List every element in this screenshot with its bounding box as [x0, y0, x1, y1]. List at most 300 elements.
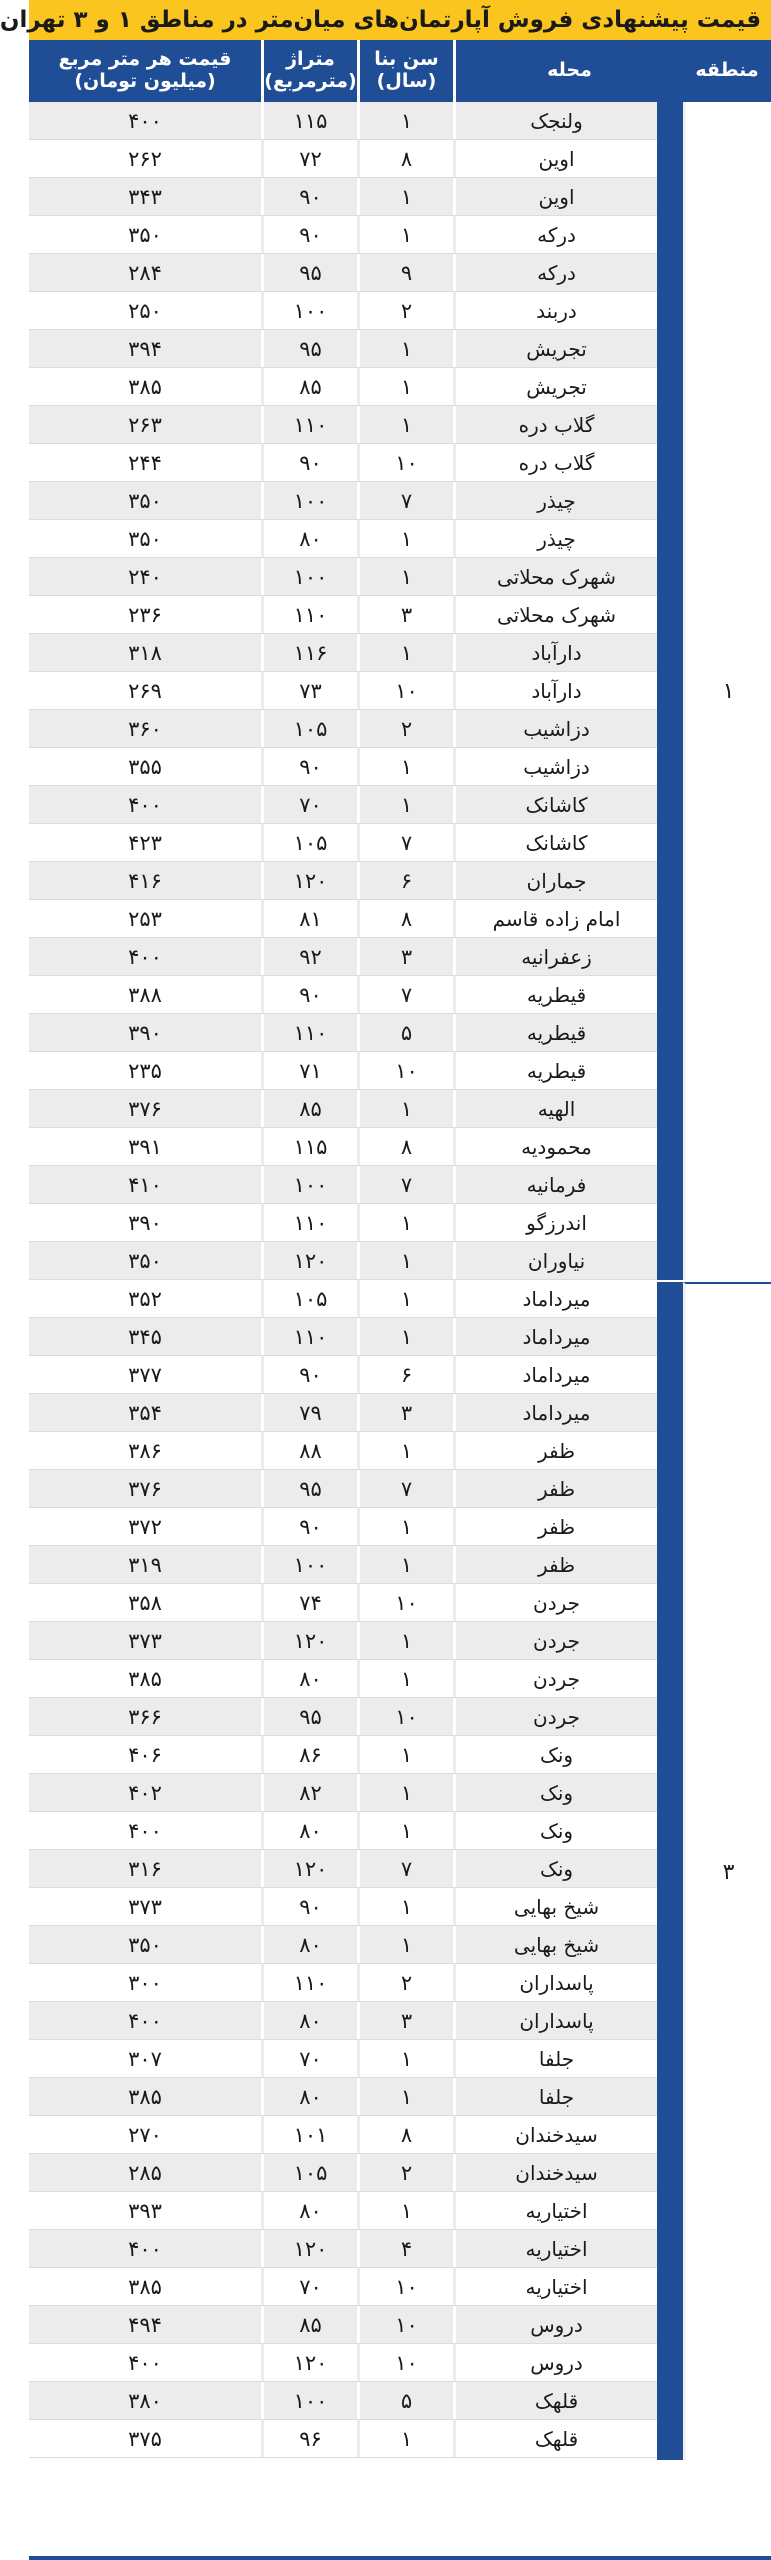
age-cell: ۹	[357, 254, 453, 291]
age-cell: ۱	[357, 748, 453, 785]
area-cell: ۱۲۰	[261, 862, 357, 899]
age-cell: ۱	[357, 102, 453, 139]
area-cell: ۹۰	[261, 216, 357, 253]
area-cell: ۸۲	[261, 1774, 357, 1811]
area-cell: ۱۰۰	[261, 1166, 357, 1203]
table-row	[29, 1052, 657, 1090]
age-cell: ۴	[357, 2230, 453, 2267]
price-cell: ۳۷۲	[128, 1514, 162, 1539]
age-cell: ۱	[357, 330, 453, 367]
age-cell: ۱	[357, 2078, 453, 2115]
table-row	[29, 2268, 657, 2306]
neighborhood-cell: ونک	[453, 1850, 657, 1887]
price-cell: ۳۹۰	[128, 1210, 162, 1235]
neighborhood-cell: اختیاریه	[453, 2192, 657, 2229]
area-cell: ۱۰۰	[261, 558, 357, 595]
header-neighborhood	[453, 40, 683, 102]
area-cell: ۱۰۰	[261, 292, 357, 329]
price-cell: ۳۷۶	[128, 1096, 162, 1121]
area-cell: ۷۴	[261, 1584, 357, 1621]
table-row	[29, 2192, 657, 2230]
price-cell: ۴۰۰	[128, 944, 162, 969]
header-area-line2: (مترمربع)	[264, 70, 357, 92]
table-row	[29, 1736, 657, 1774]
area-cell: ۹۰	[261, 444, 357, 481]
neighborhood-cell: دروس	[453, 2306, 657, 2343]
neighborhood-cell: شیخ بهایی	[453, 1926, 657, 1963]
price-cell: ۳۵۵	[128, 754, 162, 779]
table-row	[29, 1964, 657, 2002]
table-row	[29, 1850, 657, 1888]
area-cell: ۱۱۰	[261, 596, 357, 633]
area-cell: ۹۰	[261, 1888, 357, 1925]
area-cell: ۱۰۵	[261, 2154, 357, 2191]
age-cell: ۱۰	[357, 672, 453, 709]
table-row	[29, 1204, 657, 1242]
neighborhood-cell: اختیاریه	[453, 2230, 657, 2267]
age-cell: ۱	[357, 2040, 453, 2077]
table-row	[29, 1014, 657, 1052]
age-cell: ۷	[357, 824, 453, 861]
age-cell: ۱	[357, 178, 453, 215]
age-cell: ۷	[357, 1470, 453, 1507]
area-cell: ۱۰۰	[261, 1546, 357, 1583]
price-cell: ۳۸۵	[128, 2084, 162, 2109]
age-cell: ۱۰	[357, 1052, 453, 1089]
area-cell: ۸۰	[261, 2078, 357, 2115]
price-cell: ۳۸۸	[128, 982, 162, 1007]
age-cell: ۳	[357, 1394, 453, 1431]
price-cell: ۳۵۰	[128, 222, 162, 247]
age-cell: ۷	[357, 1850, 453, 1887]
area-cell: ۱۱۶	[261, 634, 357, 671]
price-cell: ۳۸۶	[128, 1438, 162, 1463]
price-cell: ۳۹۰	[128, 1020, 162, 1045]
neighborhood-cell: میرداماد	[453, 1318, 657, 1355]
header-area	[261, 40, 357, 102]
area-cell: ۱۰۵	[261, 824, 357, 861]
price-cell: ۳۴۵	[128, 1324, 162, 1349]
age-cell: ۱	[357, 1660, 453, 1697]
price-cell: ۳۵۲	[128, 1286, 162, 1311]
area-cell: ۷۰	[261, 2268, 357, 2305]
age-cell: ۱۰	[357, 2306, 453, 2343]
neighborhood-cell: زعفرانیه	[453, 938, 657, 975]
neighborhood-cell: قلهک	[453, 2382, 657, 2419]
zone-1-label: ۱	[722, 678, 735, 704]
age-cell: ۳	[357, 596, 453, 633]
table-row	[29, 824, 657, 862]
price-cell: ۳۴۳	[128, 184, 162, 209]
price-cell: ۳۵۴	[128, 1400, 162, 1425]
area-cell: ۹۰	[261, 976, 357, 1013]
header-area-line1: متراژ	[286, 48, 335, 71]
price-cell: ۳۸۰	[128, 2388, 162, 2413]
price-cell: ۳۰۷	[128, 2046, 162, 2071]
area-cell: ۸۰	[261, 520, 357, 557]
table-row	[29, 976, 657, 1014]
neighborhood-cell: ظفر	[453, 1546, 657, 1583]
neighborhood-cell: قیطریه	[453, 976, 657, 1013]
age-cell: ۸	[357, 900, 453, 937]
table-row	[29, 1812, 657, 1850]
price-cell: ۲۶۲	[128, 146, 162, 171]
zone-3-strip	[657, 1282, 683, 2460]
neighborhood-cell: گلاب دره	[453, 444, 657, 481]
table-row	[29, 2078, 657, 2116]
header-price-line2: (میلیون تومان)	[74, 70, 216, 92]
price-cell: ۴۰۰	[128, 1818, 162, 1843]
area-cell: ۹۵	[261, 254, 357, 291]
price-cell: ۳۷۳	[128, 1628, 162, 1653]
table-row	[29, 2306, 657, 2344]
table-row	[29, 710, 657, 748]
table-row	[29, 1166, 657, 1204]
table-row	[29, 1470, 657, 1508]
price-cell: ۴۹۴	[128, 2312, 162, 2337]
price-cell: ۲۷۰	[128, 2122, 162, 2147]
age-cell: ۱	[357, 634, 453, 671]
table-row	[29, 900, 657, 938]
price-cell: ۴۰۰	[128, 2008, 162, 2033]
age-cell: ۲	[357, 1964, 453, 2001]
table-row	[29, 216, 657, 254]
neighborhood-cell: شهرک محلاتی	[453, 596, 657, 633]
table-row	[29, 330, 657, 368]
table-row	[29, 1356, 657, 1394]
age-cell: ۱۰	[357, 1584, 453, 1621]
area-cell: ۹۵	[261, 1470, 357, 1507]
price-cell: ۳۶۰	[128, 716, 162, 741]
neighborhood-cell: جلفا	[453, 2040, 657, 2077]
area-cell: ۷۳	[261, 672, 357, 709]
table-row	[29, 2344, 657, 2382]
neighborhood-cell: اوین	[453, 178, 657, 215]
area-cell: ۱۰۰	[261, 482, 357, 519]
age-cell: ۱	[357, 1280, 453, 1317]
table-row	[29, 1926, 657, 1964]
neighborhood-cell: قیطریه	[453, 1014, 657, 1051]
price-cell: ۴۲۳	[128, 830, 162, 855]
table-row	[29, 1546, 657, 1584]
area-cell: ۸۵	[261, 2306, 357, 2343]
table-row	[29, 406, 657, 444]
age-cell: ۱	[357, 1622, 453, 1659]
price-cell: ۳۶۶	[128, 1704, 162, 1729]
neighborhood-cell: دزاشیب	[453, 710, 657, 747]
age-cell: ۷	[357, 976, 453, 1013]
header-neighborhood-label: محله	[547, 59, 592, 82]
age-cell: ۵	[357, 2382, 453, 2419]
age-cell: ۱	[357, 558, 453, 595]
neighborhood-cell: جماران	[453, 862, 657, 899]
table-row	[29, 444, 657, 482]
age-cell: ۱	[357, 1204, 453, 1241]
table-row	[29, 1888, 657, 1926]
neighborhood-cell: دزاشیب	[453, 748, 657, 785]
age-cell: ۶	[357, 862, 453, 899]
area-cell: ۸۰	[261, 1812, 357, 1849]
table-row	[29, 254, 657, 292]
price-cell: ۳۷۶	[128, 1476, 162, 1501]
table-row	[29, 292, 657, 330]
price-cell: ۲۳۵	[128, 1058, 162, 1083]
neighborhood-cell: دروس	[453, 2344, 657, 2381]
neighborhood-cell: اوین	[453, 140, 657, 177]
price-cell: ۳۵۰	[128, 1248, 162, 1273]
area-cell: ۹۵	[261, 1698, 357, 1735]
area-cell: ۷۹	[261, 1394, 357, 1431]
age-cell: ۱	[357, 1774, 453, 1811]
neighborhood-cell: جردن	[453, 1622, 657, 1659]
area-cell: ۹۰	[261, 1508, 357, 1545]
zone-3-cell	[683, 1282, 771, 2460]
age-cell: ۶	[357, 1356, 453, 1393]
age-cell: ۱	[357, 1242, 453, 1279]
zone-1-cell	[683, 102, 771, 1280]
price-cell: ۲۴۴	[128, 450, 162, 475]
zone-1-strip	[657, 102, 683, 1280]
price-cell: ۴۰۰	[128, 2236, 162, 2261]
neighborhood-cell: شهرک محلاتی	[453, 558, 657, 595]
table-row	[29, 2040, 657, 2078]
neighborhood-cell: ونک	[453, 1736, 657, 1773]
price-cell: ۳۸۵	[128, 1666, 162, 1691]
area-cell: ۸۰	[261, 1660, 357, 1697]
neighborhood-cell: پاسداران	[453, 2002, 657, 2039]
neighborhood-cell: نیاوران	[453, 1242, 657, 1279]
age-cell: ۱	[357, 1926, 453, 1963]
neighborhood-cell: دربند	[453, 292, 657, 329]
table-row	[29, 2002, 657, 2040]
table-row	[29, 786, 657, 824]
price-cell: ۳۷۳	[128, 1894, 162, 1919]
area-cell: ۸۱	[261, 900, 357, 937]
area-cell: ۱۱۰	[261, 1014, 357, 1051]
age-cell: ۲	[357, 710, 453, 747]
table-row	[29, 558, 657, 596]
price-cell: ۳۰۰	[128, 1970, 162, 1995]
table-row	[29, 634, 657, 672]
age-cell: ۱	[357, 520, 453, 557]
area-cell: ۸۰	[261, 1926, 357, 1963]
neighborhood-cell: جلفا	[453, 2078, 657, 2115]
neighborhood-cell: تجریش	[453, 330, 657, 367]
table-row	[29, 1090, 657, 1128]
neighborhood-cell: امام زاده قاسم	[453, 900, 657, 937]
age-cell: ۱	[357, 1736, 453, 1773]
neighborhood-cell: جردن	[453, 1698, 657, 1735]
price-cell: ۴۰۶	[128, 1742, 162, 1767]
price-cell: ۴۰۲	[128, 1780, 162, 1805]
table-row	[29, 2116, 657, 2154]
area-cell: ۱۱۰	[261, 1318, 357, 1355]
age-cell: ۱	[357, 1432, 453, 1469]
table-row	[29, 1660, 657, 1698]
table-row	[29, 178, 657, 216]
age-cell: ۸	[357, 140, 453, 177]
neighborhood-cell: چیذر	[453, 520, 657, 557]
neighborhood-cell: شیخ بهایی	[453, 1888, 657, 1925]
area-cell: ۹۰	[261, 1356, 357, 1393]
neighborhood-cell: اندرزگو	[453, 1204, 657, 1241]
price-cell: ۲۵۰	[128, 298, 162, 323]
age-cell: ۳	[357, 938, 453, 975]
area-cell: ۱۱۰	[261, 1204, 357, 1241]
price-cell: ۲۶۹	[128, 678, 162, 703]
table-row	[29, 1128, 657, 1166]
price-cell: ۲۳۶	[128, 602, 162, 627]
table-row	[29, 102, 657, 140]
header-age-line1: سن بنا	[374, 48, 439, 71]
area-cell: ۱۲۰	[261, 1242, 357, 1279]
age-cell: ۱	[357, 406, 453, 443]
table-row	[29, 1584, 657, 1622]
age-cell: ۱	[357, 1090, 453, 1127]
price-cell: ۳۸۵	[128, 2274, 162, 2299]
neighborhood-cell: میرداماد	[453, 1394, 657, 1431]
zone-3-label: ۳	[722, 1859, 735, 1885]
table-row	[29, 2230, 657, 2268]
price-cell: ۳۹۱	[128, 1134, 162, 1159]
price-cell: ۳۱۸	[128, 640, 162, 665]
area-cell: ۱۲۰	[261, 1850, 357, 1887]
area-cell: ۹۰	[261, 748, 357, 785]
table-row	[29, 938, 657, 976]
table-row	[29, 368, 657, 406]
area-cell: ۹۲	[261, 938, 357, 975]
age-cell: ۷	[357, 1166, 453, 1203]
neighborhood-cell: اختیاریه	[453, 2268, 657, 2305]
area-cell: ۷۱	[261, 1052, 357, 1089]
price-cell: ۴۰۰	[128, 792, 162, 817]
table-row	[29, 1774, 657, 1812]
neighborhood-cell: درکه	[453, 216, 657, 253]
age-cell: ۱۰	[357, 444, 453, 481]
price-cell: ۳۹۴	[128, 336, 162, 361]
header-zone	[683, 40, 771, 102]
age-cell: ۱۰	[357, 1698, 453, 1735]
neighborhood-cell: ظفر	[453, 1470, 657, 1507]
price-cell: ۲۸۵	[128, 2160, 162, 2185]
area-cell: ۱۲۰	[261, 2344, 357, 2381]
price-cell: ۳۵۸	[128, 1590, 162, 1615]
neighborhood-cell: میرداماد	[453, 1280, 657, 1317]
header-age	[357, 40, 453, 102]
age-cell: ۳	[357, 2002, 453, 2039]
age-cell: ۱۰	[357, 2344, 453, 2381]
neighborhood-cell: جردن	[453, 1660, 657, 1697]
area-cell: ۱۱۰	[261, 406, 357, 443]
area-cell: ۱۲۰	[261, 2230, 357, 2267]
area-cell: ۸۵	[261, 368, 357, 405]
table-row	[29, 1698, 657, 1736]
age-cell: ۱	[357, 368, 453, 405]
age-cell: ۲	[357, 2154, 453, 2191]
neighborhood-cell: گلاب دره	[453, 406, 657, 443]
neighborhood-cell: سیدخندان	[453, 2116, 657, 2153]
table-row	[29, 1280, 657, 1318]
neighborhood-cell: سیدخندان	[453, 2154, 657, 2191]
neighborhood-cell: ظفر	[453, 1508, 657, 1545]
neighborhood-cell: ظفر	[453, 1432, 657, 1469]
table-row	[29, 672, 657, 710]
table-row	[29, 1432, 657, 1470]
price-cell: ۳۷۵	[128, 2426, 162, 2451]
price-cell: ۲۶۳	[128, 412, 162, 437]
age-cell: ۸	[357, 2116, 453, 2153]
price-cell: ۳۹۳	[128, 2198, 162, 2223]
price-cell: ۳۷۷	[128, 1362, 162, 1387]
neighborhood-cell: دارآباد	[453, 634, 657, 671]
neighborhood-cell: ونک	[453, 1812, 657, 1849]
neighborhood-cell: الهیه	[453, 1090, 657, 1127]
header-price	[29, 40, 261, 102]
bottom-bar	[29, 2556, 771, 2560]
neighborhood-cell: دارآباد	[453, 672, 657, 709]
area-cell: ۹۶	[261, 2420, 357, 2457]
neighborhood-cell: ولنجک	[453, 102, 657, 139]
header-price-line1: قیمت هر متر مربع	[58, 48, 232, 71]
neighborhood-cell: کاشانک	[453, 786, 657, 823]
price-cell: ۲۸۴	[128, 260, 162, 285]
price-cell: ۲۵۳	[128, 906, 162, 931]
neighborhood-cell: تجریش	[453, 368, 657, 405]
neighborhood-cell: محمودیه	[453, 1128, 657, 1165]
neighborhood-cell: درکه	[453, 254, 657, 291]
age-cell: ۸	[357, 1128, 453, 1165]
table-row	[29, 482, 657, 520]
price-cell: ۳۱۶	[128, 1856, 162, 1881]
neighborhood-cell: ونک	[453, 1774, 657, 1811]
table-row	[29, 1318, 657, 1356]
age-cell: ۱	[357, 216, 453, 253]
table-row	[29, 140, 657, 178]
price-cell: ۴۱۶	[128, 868, 162, 893]
table-row	[29, 1242, 657, 1280]
age-cell: ۱۰	[357, 2268, 453, 2305]
area-cell: ۹۰	[261, 178, 357, 215]
area-cell: ۸۰	[261, 2192, 357, 2229]
header-zone-label: منطقه	[695, 59, 759, 82]
table-row	[29, 2382, 657, 2420]
neighborhood-cell: میرداماد	[453, 1356, 657, 1393]
age-cell: ۲	[357, 292, 453, 329]
area-cell: ۷۰	[261, 786, 357, 823]
area-cell: ۱۱۵	[261, 102, 357, 139]
area-cell: ۱۰۱	[261, 2116, 357, 2153]
area-cell: ۱۱۵	[261, 1128, 357, 1165]
area-cell: ۷۰	[261, 2040, 357, 2077]
table-row	[29, 862, 657, 900]
area-cell: ۸۶	[261, 1736, 357, 1773]
table-row	[29, 2420, 657, 2458]
neighborhood-cell: پاسداران	[453, 1964, 657, 2001]
age-cell: ۵	[357, 1014, 453, 1051]
age-cell: ۱	[357, 2420, 453, 2457]
price-cell: ۴۱۰	[128, 1172, 162, 1197]
table-row	[29, 748, 657, 786]
age-cell: ۱	[357, 1812, 453, 1849]
age-cell: ۱	[357, 1318, 453, 1355]
area-cell: ۸۸	[261, 1432, 357, 1469]
age-cell: ۱	[357, 1888, 453, 1925]
area-cell: ۱۲۰	[261, 1622, 357, 1659]
neighborhood-cell: جردن	[453, 1584, 657, 1621]
neighborhood-cell: چیذر	[453, 482, 657, 519]
table-row	[29, 596, 657, 634]
price-cell: ۳۸۵	[128, 374, 162, 399]
